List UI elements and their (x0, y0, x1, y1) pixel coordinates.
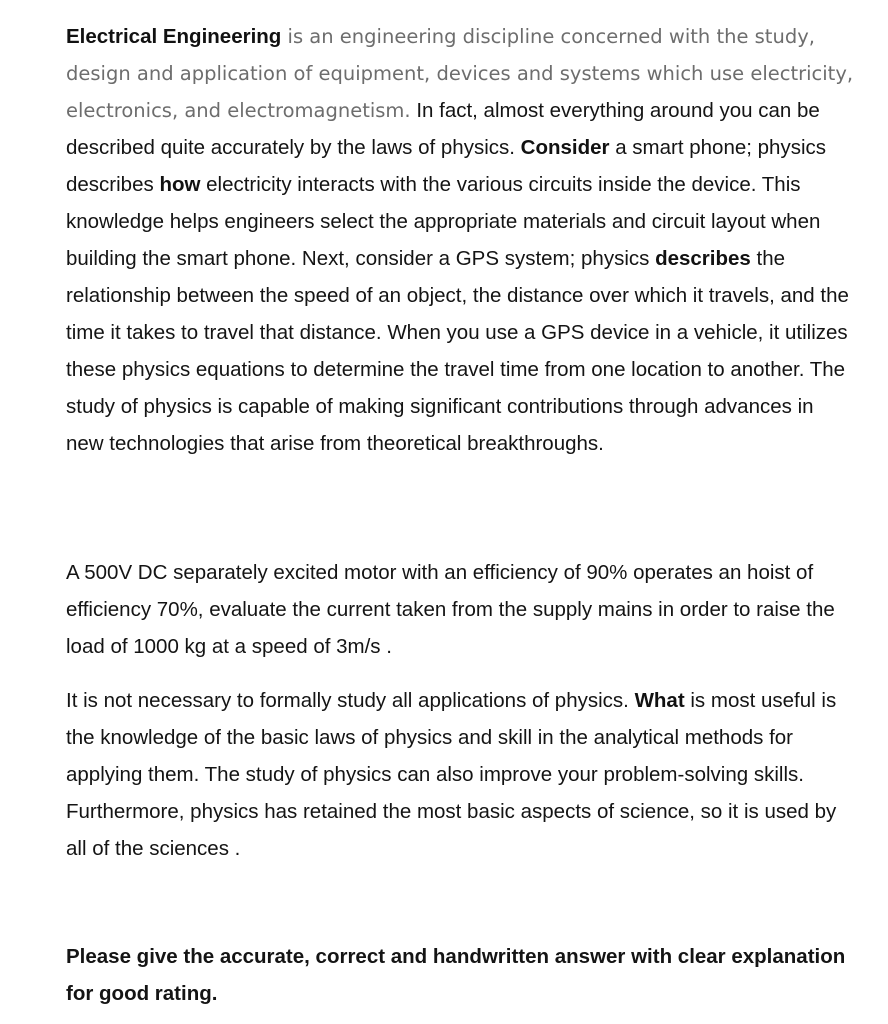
intro-text-3: electricity interacts with the various circuits inside the device. This knowledge helps engineers select the appropriate materials and circuit layout when building the smart phone. Next, consider a GPS system; physics (66, 173, 821, 270)
intro-text-4: the relationship between the speed of an object, the distance over which it travels, and the time it takes to travel that distance. When you use a GPS device in a vehicle, it utilizes these physics equations to determine the travel time from one location to another. The study of physics is capable of making significant contributions through advances in new technologies that arise from theoretical breakthroughs. (66, 247, 849, 455)
intro-text-1: In fact, almost everything around you can be described quite accurately by the laws of physics. (66, 99, 820, 159)
intro-bold-consider: Consider (520, 136, 610, 159)
intro-term: Electrical Engineering (66, 25, 282, 48)
closing-text-1: It is not necessary to formally study all applications of physics. (66, 689, 635, 712)
intro-paragraph (66, 18, 856, 462)
intro-text-2: a smart phone; physics describes (66, 136, 827, 196)
question-paragraph: A 500V DC separately excited motor with an efficiency of 90% operates an hoist of efficiency 70%, evaluate the current taken from the supply mains in order to raise the load of 1000 kg at a speed of 3m/s . (66, 561, 835, 658)
intro-bold-describes: describes (655, 247, 751, 270)
request-paragraph: Please give the accurate, correct and handwritten answer with clear explanation for good rating. (66, 945, 846, 1005)
intro-definition: is an engineering discipline concerned with the study, design and application of equipment, devices and systems which use electricity, electronics, and electromagnetism. (66, 25, 854, 122)
closing-bold-what: What (634, 689, 685, 712)
closing-text-2: is most useful is the knowledge of the basic laws of physics and skill in the analytical methods for applying them. The study of physics can also improve your problem-solving skills. Furthermore, physics has retained the most basic aspects of science, so it is used by all of the sciences . (66, 689, 837, 860)
intro-bold-how: how (159, 173, 201, 196)
closing-paragraph (66, 682, 856, 867)
